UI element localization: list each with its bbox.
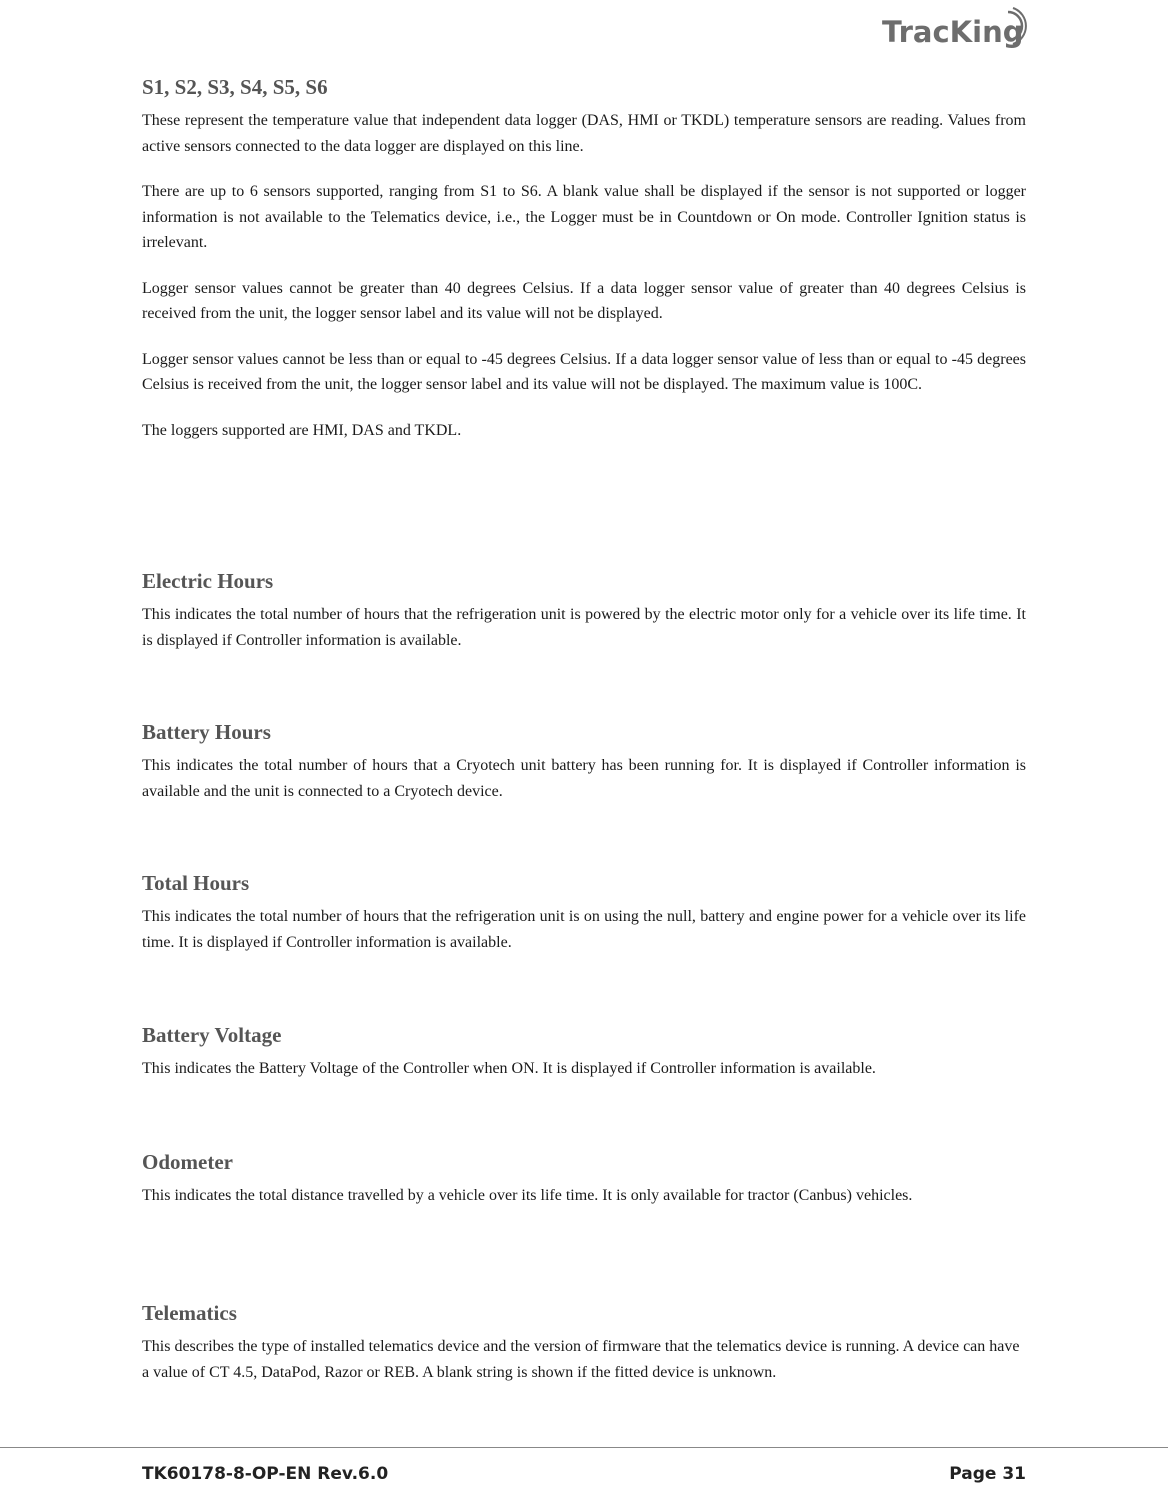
page-footer	[142, 1464, 1026, 1484]
section-sensors	[142, 74, 1026, 443]
tracking-logo-graphic	[880, 6, 1030, 54]
footer-divider	[0, 1447, 1168, 1448]
paragraph: This indicates the total number of hours that the refrigeration unit is on using the null, battery and engine power for a vehicle over its life time. It is displayed if Controller information is available.	[142, 908, 1026, 951]
logo-wordmark: TracKing	[882, 15, 1024, 49]
section-heading: Odometer	[142, 1150, 233, 1174]
section-heading: Telematics	[142, 1301, 237, 1325]
paragraph: This indicates the total number of hours that the refrigeration unit is powered by the electric motor only for a vehicle over its life time. It is displayed if Controller information is available.	[142, 606, 1026, 649]
section-telematics	[142, 1300, 1026, 1385]
section-heading: Battery Voltage	[142, 1023, 282, 1047]
section-battery-voltage	[142, 1022, 1026, 1082]
tracking-logo	[880, 6, 1030, 54]
section-total-hours	[142, 870, 1026, 955]
section-heading: Battery Hours	[142, 720, 271, 744]
paragraph: This describes the type of installed telematics device and the version of firmware that the telematics device is running. A device can have a value of CT 4.5, DataPod, Razor or REB. A blank string is shown if the fitted device is unknown.	[142, 1338, 1020, 1381]
section-heading: S1, S2, S3, S4, S5, S6	[142, 75, 328, 99]
paragraph: This indicates the total number of hours that a Cryotech unit battery has been running for. It is displayed if Controller information is available and the unit is connected to a Cryotech device.	[142, 757, 1026, 800]
paragraph: There are up to 6 sensors supported, ranging from S1 to S6. A blank value shall be displayed if the sensor is not supported or logger information is not available to the Telematics device, i.e., the Logger must be in Countdown or On mode. Controller Ignition status is irrelevant.	[142, 183, 1026, 251]
section-heading: Electric Hours	[142, 569, 274, 593]
section-heading: Total Hours	[142, 871, 250, 895]
paragraph: These represent the temperature value that independent data logger (DAS, HMI or TKDL) temperature sensors are reading. Values from active sensors connected to the data logger are displayed on this line.	[142, 112, 1026, 155]
document-id: TK60178-8-OP-EN Rev.6.0	[142, 1464, 389, 1484]
section-odometer	[142, 1149, 1026, 1209]
page-number: Page 31	[949, 1464, 1026, 1484]
paragraph: The loggers supported are HMI, DAS and TKDL.	[142, 421, 462, 439]
paragraph: This indicates the total distance travelled by a vehicle over its life time. It is only available for tractor (Canbus) vehicles.	[142, 1187, 913, 1204]
section-electric-hours	[142, 568, 1026, 653]
paragraph: This indicates the Battery Voltage of the Controller when ON. It is displayed if Controller information is available.	[142, 1060, 876, 1077]
paragraph: Logger sensor values cannot be greater than 40 degrees Celsius. If a data logger sensor value of greater than 40 degrees Celsius is received from the unit, the logger sensor label and its value will not be displayed.	[142, 279, 1026, 322]
section-battery-hours	[142, 719, 1026, 804]
paragraph: Logger sensor values cannot be less than or equal to -45 degrees Celsius. If a data logger sensor value of less than or equal to -45 degrees Celsius is received from the unit, the logger sensor label and its value will not be displayed. The maximum value is 100C.	[142, 350, 1026, 393]
